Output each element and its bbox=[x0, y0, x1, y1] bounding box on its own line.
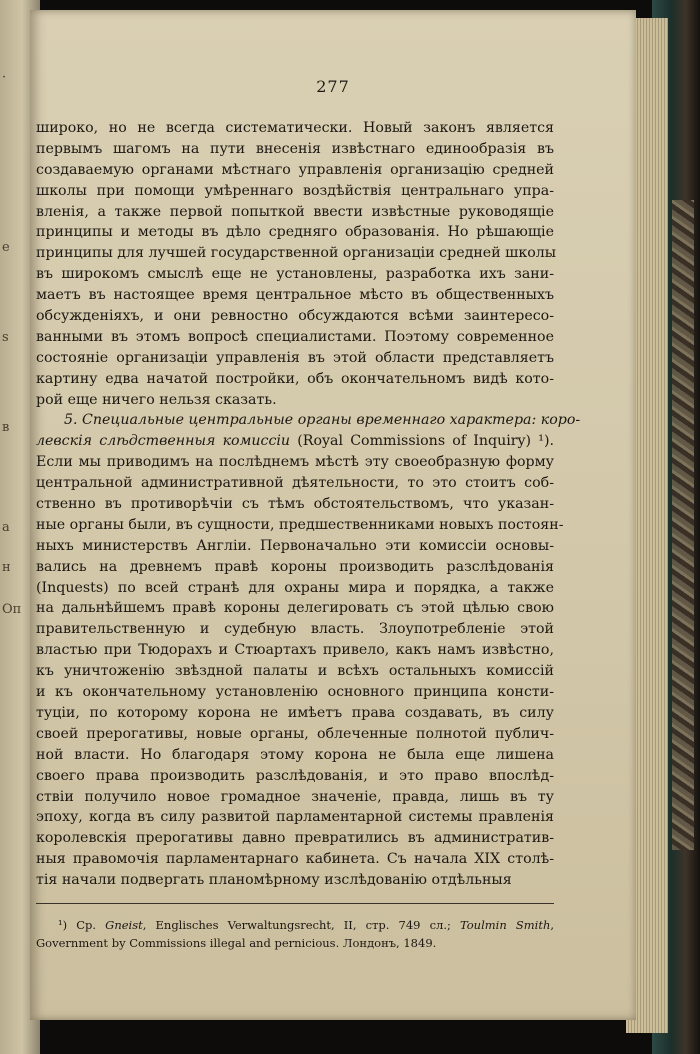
text-line: вались на древнемъ правѣ короны производить разслѣдованія bbox=[36, 558, 554, 575]
text-line: и къ окончательному установленію основного принципа консти- bbox=[36, 684, 554, 701]
left-page-fragment: Oп bbox=[2, 602, 22, 617]
text-line: ванными въ этомъ вопросѣ специалистами. Поэтому современное bbox=[36, 328, 554, 345]
text-line: ной власти. Но благодаря этому корона не была еще лишена bbox=[36, 746, 554, 763]
footnote-line: Government by Commissions illegal and pernicious. Лондонъ, 1849. bbox=[36, 936, 437, 950]
section-heading-royal-commissions bbox=[36, 410, 581, 431]
text-line: принципы для лучшей государственной организаціи средней школы bbox=[36, 245, 557, 262]
left-page-fragment: · bbox=[2, 70, 7, 85]
text-line: рой еще ничего нельзя сказать. bbox=[36, 391, 277, 408]
text-line: маетъ въ настоящее время центральное мѣсто въ общественныхъ bbox=[36, 287, 554, 304]
text-line: первымъ шагомъ на пути внесенія извѣстнаго единообразія въ bbox=[36, 140, 554, 157]
text-line: ные органы были, въ сущности, предшественниками новыхъ постоян- bbox=[36, 516, 564, 533]
section-heading-italic: 5. Специальные центральные органы временнаго характера: коро- bbox=[64, 412, 581, 429]
left-page-fragment: e bbox=[2, 240, 10, 255]
footnote-punct: , bbox=[550, 918, 555, 932]
text-line: властью при Тюдорахъ и Стюартахъ привело, какъ намъ извѣстно, bbox=[36, 642, 554, 659]
footnotes bbox=[36, 916, 554, 952]
text-line: состояніе организаціи управленія въ этой области представляетъ bbox=[36, 349, 554, 366]
text-line: своего права производить разслѣдованія, и это право впослѣд- bbox=[36, 767, 554, 784]
text-line: вленія, а также первой попыткой ввести извѣстные руководящіе bbox=[36, 203, 554, 220]
left-page-fragment: н bbox=[2, 560, 11, 575]
footnote-marker: ¹) Ср. bbox=[58, 918, 106, 932]
marbled-edge bbox=[672, 200, 694, 850]
footnote-author: Gneist bbox=[105, 918, 143, 932]
footnote-author: Toulmin Smith bbox=[459, 918, 551, 932]
text-line: своей прерогативы, новые органы, облеченные полнотой публич- bbox=[36, 725, 554, 742]
text-line: (Inquests) по всей странѣ для охраны мира и порядка, а также bbox=[36, 579, 554, 596]
paragraph-school-law bbox=[36, 118, 557, 410]
text-line: ныхъ министерствъ Англіи. Первоначально эти комиссіи основы- bbox=[36, 537, 554, 554]
left-page-fragment: s bbox=[2, 330, 9, 345]
text-line: создаваемую органами мѣстнаго управленія организацію средней bbox=[36, 161, 554, 178]
text-line: эпоху, когда въ силу развитой парламентарной системы правленія bbox=[36, 809, 554, 826]
text-line: туціи, по которому корона не имѣетъ права создавать, въ силу bbox=[36, 704, 554, 721]
text-line: картину едва начатой постройки, объ окончательномъ видѣ кото- bbox=[36, 370, 554, 387]
left-page-fragment: в bbox=[2, 420, 10, 435]
section-heading-line2 bbox=[36, 431, 554, 452]
paragraph-royal-commissions bbox=[36, 452, 564, 891]
footnote-citation: , Englisches Verwaltungsrecht, II, стр. 749 сл.; bbox=[142, 918, 460, 932]
text-line: обсужденіяхъ, и они ревностно обсуждаются всѣми заинтересо- bbox=[36, 308, 554, 325]
text-line: Если мы приводимъ на послѣднемъ мѣстѣ эту своеобразную форму bbox=[36, 454, 554, 471]
left-page-fragment: a bbox=[2, 520, 10, 535]
text-line: центральной административной дѣятельности, то это стоитъ соб- bbox=[36, 475, 554, 492]
book-page bbox=[30, 10, 636, 1020]
text-line: къ уничтоженію звѣздной палаты и всѣхъ остальныхъ комиссій bbox=[36, 663, 554, 680]
text-line: принципы и методы въ дѣло средняго образованія. Но рѣшающіе bbox=[36, 224, 554, 241]
text-line: въ широкомъ смыслѣ еще не установлены, разработка ихъ зани- bbox=[36, 266, 554, 283]
footnote-line bbox=[36, 916, 554, 934]
footnote-divider bbox=[36, 903, 554, 904]
text-line: королевскія прерогативы давно превратились въ административ- bbox=[36, 830, 554, 847]
text-line: школы при помощи умѣреннаго воздѣйствія центральнаго упра- bbox=[36, 182, 554, 199]
text-line: ственно въ противорѣчіи съ тѣмъ обстоятельствомъ, что указан- bbox=[36, 496, 554, 513]
text-line: правительственную и судебную власть. Злоупотребленіе этой bbox=[36, 621, 554, 638]
section-heading-english-name: (Royal Commissions of Inquiry) ¹). bbox=[290, 433, 554, 450]
section-heading-italic-cont: левскія слѣдственныя комиссіи bbox=[36, 433, 291, 450]
page-number: 277 bbox=[316, 77, 350, 96]
body-text bbox=[36, 118, 581, 891]
text-line: ствіи получило новое громадное значеніе, правда, лишь въ ту bbox=[36, 788, 554, 805]
text-line: ныя правомочія парламентарнаго кабинета. Съ начала XIX столѣ- bbox=[36, 851, 554, 868]
text-line: на дальнѣйшемъ правѣ короны делегировать съ этой цѣлью свою bbox=[36, 600, 554, 617]
text-line: широко, но не всегда систематически. Новый законъ является bbox=[36, 120, 554, 136]
text-line: тія начали подвергать планомѣрному изслѣдованію отдѣльныя bbox=[36, 872, 512, 889]
